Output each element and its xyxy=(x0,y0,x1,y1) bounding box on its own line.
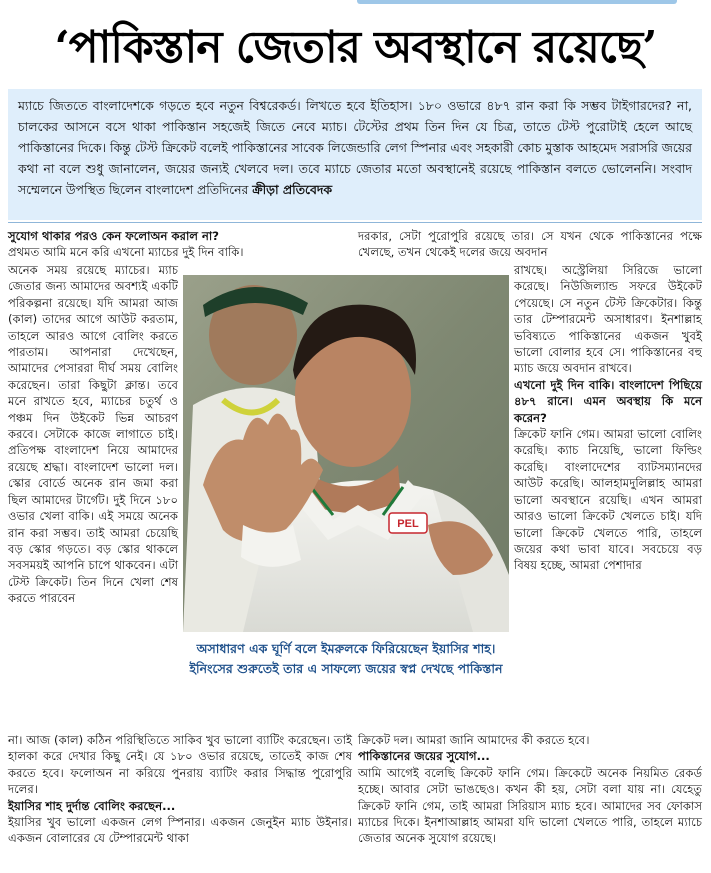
right-col-narrow xyxy=(514,262,702,574)
left-col-narrow xyxy=(8,262,178,607)
section-tab xyxy=(357,0,677,4)
answer-text: ক্রিকেট দল। আমরা জানি আমাদের কী করতে হবে। xyxy=(358,733,590,747)
reporter-credit: ক্রীড়া প্রতিবেদক xyxy=(252,182,333,197)
answer-text: আমি আগেই বলেছি ক্রিকেট ফানি গেম। ক্রিকেটে অনেক নিয়মিত রেকর্ড হচ্ছে। আবার সেটা ভাঙছেও। কখন কী হয়, সেটা বলা যায় না। যেহেতু ক্রিকেট ফানি গেম, তাই আমরা সিরিয়াস ম্যাচ হবে। আমাদের সব ফোকাস ম্যাচের দিকে। ইনশাআল্লাহ আমরা যদি ভালো খেলতে পারি, তাহলে ম্যাচে জেতার অনেক সুযোগ রয়েছে। xyxy=(358,765,702,846)
answer-text: অনেক সময় রয়েছে ম্যাচের। ম্যাচ জেতার জন্য আমাদের অবশ্যই একটি পরিকল্পনা রয়েছে। যদি আমরা আজ (কাল) তাদের আগে আউট করতাম, তাহলে আরও আগে বোলিং করতে পারতাম। আপনারা দেখেছেন, আমাদের পেসাররা দীর্ঘ সময় বোলিং করেছেন। তারা কিছুটা ক্লান্ত। তবে মনে রাখতে হবে, ম্যাচের চতুর্থ ও পঞ্চম দিন উইকেট ভিন্ন আচরণ করবে। সেটাকে কাজে লাগাতে চাই। প্রতিপক্ষ বাংলাদেশ নিয়ে আমাদের রয়েছে শ্রদ্ধা। বাংলাদেশ ভালো দল। স্কোর বোর্ডে অনেক রান জমা করা ছিল আমাদের টার্গেট। দুই দিনে ১৮০ ওভার খেলা বাকি। এই সময়ে অনেক রান করা সম্ভব। তাই আমরা চেয়েছি বড় স্কোর গড়তে। বড় স্কোর থাকলে সবসময়ই আপনি চাপে থাকবেন। এটা টেস্ট ক্রিকেট। তিন দিনে খেলা শেষ করতে পারবেন xyxy=(8,263,178,606)
answer-text: প্রথমত আমি মনে করি এখনো ম্যাচের দুই দিন বাকি। xyxy=(8,245,244,260)
intro-text: ম্যাচে জিততে বাংলাদেশকে গড়তে হবে নতুন বিশ্বরেকর্ড। লিখতে হবে ইতিহাস। ১৮০ ওভারে ৪৮৭ রান করা কি সম্ভব টাইগারদের? না, চালকের আসনে বসে থাকা পাকিস্তান সহজেই জিতে নেবে ম্যাচ। টেস্টের প্রথম তিন দিন যে চিত্র, তাতে টেস্ট পুরোটাই হেলে আছে পাকিস্তানের দিকে। কিন্তু টেস্ট ক্রিকেট বলেই পাকিস্তানের সাবেক লিজেন্ডারি লেগ স্পিনার এবং সহকারী কোচ মুস্তাক আহমেদ সরাসরি জয়ের কথা না বলে শুধু জানালেন, জয়ের জন্যই খেলবে দল। তবে ম্যাচে জেতার মতো অবস্থানেই রয়েছে পাকিস্তান বলতে ভোলেননি। সংবাদ সম্মেলনে উপস্থিত ছিলেন বাংলাদেশ প্রতিদিনের xyxy=(18,98,692,197)
top-border xyxy=(0,0,711,4)
question-heading: সুযোগ থাকার পরও কেন ফলোঅন করাল না? xyxy=(8,229,220,243)
answer-text: না। আজ (কাল) কঠিন পরিস্থিতিতে সাকিব খুব ভালো ব্যাটিং করেছেন। তাই হালকা করে দেখার কিছু নেই। যে ১৮০ ওভার রয়েছে, তাতেই কাজ শেষ করতে হবে। ফলোঅন না করিয়ে পুনরায় ব্যাটিং করার সিদ্ধান্ত পুরোপুরি দলের। xyxy=(8,733,352,797)
answer-text: ইয়াসির খুব ভালো একজন লেগ স্পিনার। একজন জেনুইন ম্যাচ উইনার। একজন বোলারের যে টেম্পারমেন্ট থাকা xyxy=(8,815,352,846)
right-col-bottom xyxy=(358,732,702,847)
intro-rule xyxy=(8,222,702,223)
left-col-bottom xyxy=(8,732,352,847)
question-heading: পাকিস্তানের জয়ের সুযোগ... xyxy=(358,749,490,764)
player-photo xyxy=(183,275,509,632)
left-col-top xyxy=(8,228,352,261)
answer-text: ক্রিকেট ফানি গেম। আমরা ভালো বোলিং করেছি। ক্যাচ নিয়েছি, ভালো ফিল্ডিং করেছি। বাংলাদেশের ব্যাটসম্যানদের আউট করেছি। আলহামদুলিল্লাহ আমরা ভালো অবস্থানে রয়েছি। এখন আমরা আরও ভালো ক্রিকেট খেলতে চাই। যদি ভালো ক্রিকেট খেলতে পারি, তাহলে জয়ের কথা ভাবা যাবে। সবচেয়ে বড় বিষয় হচ্ছে, আমরা পেশাদার xyxy=(514,427,702,573)
answer-text: দরকার, সেটা পুরোপুরি রয়েছে তার। সে যখন থেকে পাকিস্তানের পক্ষে খেলছে, তখন থেকেই দলের জয়ে অবদান xyxy=(358,229,702,260)
question-heading: ইয়াসির শাহ দুর্দান্ত বোলিং করছেন... xyxy=(8,798,176,813)
headline: ‘পাকিস্তান জেতার অবস্থানে রয়েছে’ xyxy=(54,22,657,73)
answer-text: রাখছে। অস্ট্রেলিয়া সিরিজে ভালো করেছে। নিউজিল্যান্ড সফরে উইকেট পেয়েছে। সে নতুন টেস্ট ক্রিকেটার। কিন্তু তার টেম্পারমেন্ট অসাধারণ। ইনশাল্লাহ ভবিষ্যতে পাকিস্তানের একজন খুবই ভালো বোলার হবে সে। পাকিস্তানের বহু ম্যাচ জয়ে অবদান রাখবে। xyxy=(514,263,702,376)
photo-caption: অসাধারণ এক ঘূর্ণি বলে ইমরুলকে ফিরিয়েছেন ইয়াসির শাহ। ইনিংসের শুরুতেই তার এ সাফল্যে জয়ের স্বপ্ন দেখছে পাকিস্তান xyxy=(189,641,503,676)
right-col-top xyxy=(358,228,702,261)
sponsor-logo: PEL xyxy=(397,518,419,530)
question-heading: এখনো দুই দিন বাকি। বাংলাদেশ পিছিয়ে ৪৮৭ রানে। এমন অবস্থায় কি মনে করেন? xyxy=(514,377,702,425)
intro-box xyxy=(8,89,702,220)
